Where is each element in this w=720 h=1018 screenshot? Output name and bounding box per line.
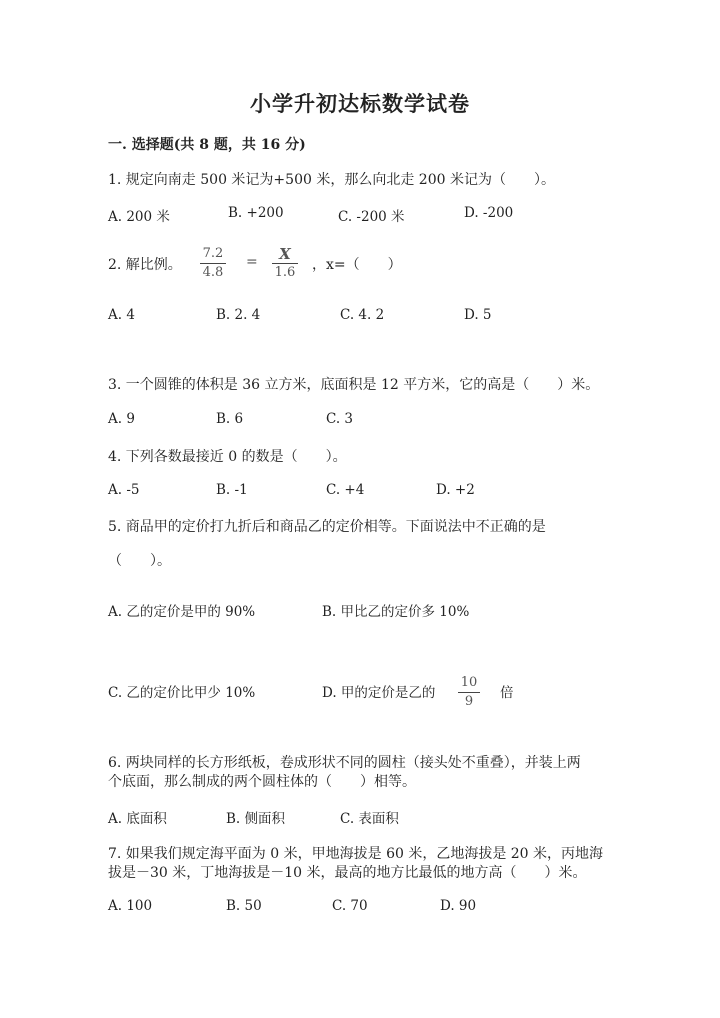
question-4: 4. 下列各数最接近 0 的数是（ ）。 xyxy=(108,449,347,465)
q4-option-b: B. -1 xyxy=(216,482,248,498)
question-1: 1. 规定向南走 500 米记为+500 米，那么向北走 200 米记为（ ）。 xyxy=(108,172,555,188)
fraction-bar xyxy=(272,263,298,264)
q1-option-d: D. -200 xyxy=(464,205,514,221)
q2-option-d: D. 5 xyxy=(464,307,492,323)
q2-fraction-left xyxy=(200,246,226,281)
fraction-numerator: 10 xyxy=(460,675,478,690)
q7-option-d: D. 90 xyxy=(440,898,477,914)
question-7-line-2: 拔是－30 米，丁地海拔是－10 米，最高的地方比最低的地方高（ ）米。 xyxy=(108,865,587,881)
question-6-line-2: 个底面，那么制成的两个圆柱体的（ ）相等。 xyxy=(108,774,416,790)
q5-fraction xyxy=(458,675,480,710)
q6-option-b: B. 侧面积 xyxy=(226,811,286,827)
fraction-bar xyxy=(458,692,480,693)
q4-option-c: C. +4 xyxy=(326,482,365,498)
question-3: 3. 一个圆锥的体积是 36 立方米，底面积是 12 平方米，它的高是（ ）米。 xyxy=(108,377,600,393)
q2-equals-sign: = xyxy=(246,254,258,270)
q2-option-a: A. 4 xyxy=(108,307,135,323)
q7-option-a: A. 100 xyxy=(108,898,153,914)
fraction-denominator: 9 xyxy=(464,694,474,709)
fraction-bar xyxy=(200,263,226,264)
q1-option-b: B. +200 xyxy=(228,205,284,221)
q1-option-c: C. -200 米 xyxy=(338,209,405,225)
question-6-line-1: 6. 两块同样的长方形纸板，卷成形状不同的圆柱（接头处不重叠），并装上两 xyxy=(108,755,581,771)
page-title: 小学升初达标数学试卷 xyxy=(250,91,470,116)
q1-option-a: A. 200 米 xyxy=(108,209,170,225)
question-5-line-2: （ ）。 xyxy=(108,553,171,569)
q5-option-b: B. 甲比乙的定价多 10% xyxy=(322,604,470,620)
question-2-prefix: 2. 解比例。 xyxy=(108,257,182,273)
question-7-line-1: 7. 如果我们规定海平面为 0 米，甲地海拔是 60 米，乙地海拔是 20 米，丙地海 xyxy=(108,846,604,862)
q2-option-b: B. 2. 4 xyxy=(216,307,261,323)
q7-option-b: B. 50 xyxy=(226,898,262,914)
section-heading: 一. 选择题(共 8 题，共 16 分) xyxy=(108,137,306,153)
q5-option-a: A. 乙的定价是甲的 90% xyxy=(108,604,256,620)
q6-option-c: C. 表面积 xyxy=(340,811,399,827)
q4-option-a: A. -5 xyxy=(108,482,140,498)
fraction-numerator: X xyxy=(279,245,291,263)
q7-option-c: C. 70 xyxy=(332,898,368,914)
q4-option-d: D. +2 xyxy=(436,482,475,498)
q5-option-d-prefix: D. 甲的定价是乙的 xyxy=(322,685,436,701)
question-2-suffix: ，x=（ ） xyxy=(312,257,402,273)
fraction-denominator: 1.6 xyxy=(274,265,296,280)
q5-option-d-suffix: 倍 xyxy=(500,685,514,701)
q2-fraction-right xyxy=(272,246,298,281)
fraction-numerator: 7.2 xyxy=(202,246,224,261)
q3-option-a: A. 9 xyxy=(108,411,135,427)
question-5-line-1: 5. 商品甲的定价打九折后和商品乙的定价相等。下面说法中不正确的是 xyxy=(108,519,546,535)
q2-option-c: C. 4. 2 xyxy=(340,307,385,323)
q5-option-c: C. 乙的定价比甲少 10% xyxy=(108,685,256,701)
q3-option-c: C. 3 xyxy=(326,411,354,427)
q6-option-a: A. 底面积 xyxy=(108,811,167,827)
fraction-denominator: 4.8 xyxy=(202,265,224,280)
q3-option-b: B. 6 xyxy=(216,411,244,427)
